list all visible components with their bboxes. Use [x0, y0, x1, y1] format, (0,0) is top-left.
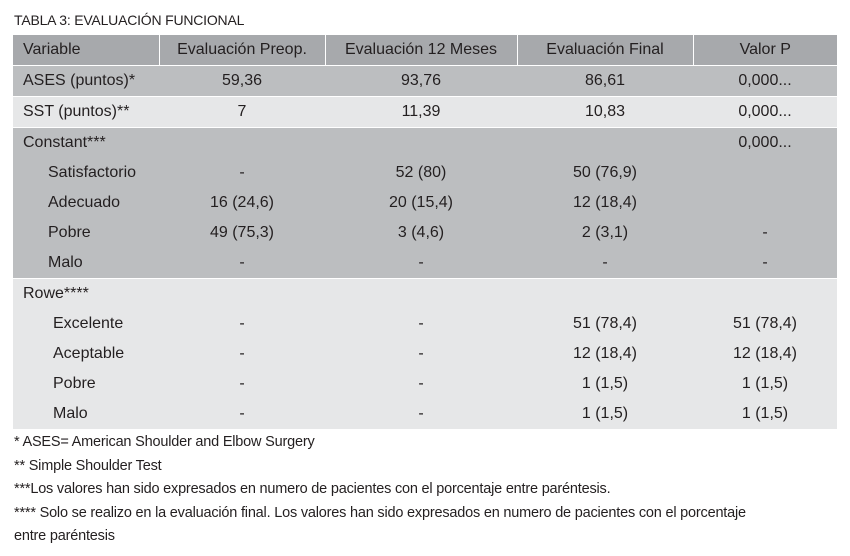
table-cell: 1 (1,5) [581, 375, 629, 392]
table-row [13, 279, 837, 310]
table-cell: - [239, 164, 245, 181]
footnote: ***Los valores han sido expresados en numero de pacientes con el porcentaje entre paréntesis. [14, 481, 611, 497]
table-cell: 93,76 [325, 66, 517, 97]
table-cell [693, 188, 837, 218]
row-label: SST (puntos)** [13, 97, 159, 128]
table-cell: 16 (24,6) [209, 194, 275, 211]
column-header: Evaluación Preop. [159, 35, 325, 66]
table-row [13, 369, 837, 399]
table-cell: 49 (75,3) [209, 224, 275, 241]
column-header: Evaluación 12 Meses [325, 35, 517, 66]
row-label: Excelente [53, 315, 124, 332]
table-footnotes [14, 431, 830, 549]
table-cell [517, 128, 693, 159]
table-row [13, 97, 837, 128]
table-cell: 86,61 [517, 66, 693, 97]
table-cell: 51 (78,4) [572, 315, 638, 332]
table-row [13, 339, 837, 369]
table-cell [517, 279, 693, 310]
table-cell: 3 (4,6) [397, 224, 445, 241]
footnote: * ASES= American Shoulder and Elbow Surgery [14, 434, 315, 450]
table-cell: 51 (78,4) [732, 315, 798, 332]
table-cell: - [239, 345, 245, 362]
footnote: entre paréntesis [14, 528, 115, 544]
table-cell: - [239, 405, 245, 422]
row-label: Malo [48, 254, 83, 271]
table-cell: 12 (18,4) [572, 345, 638, 362]
row-label: Pobre [48, 224, 91, 241]
table-cell: 0,000... [693, 66, 837, 97]
table-cell [325, 279, 517, 310]
table-cell: 1 (1,5) [581, 405, 629, 422]
table-cell: 1 (1,5) [741, 375, 789, 392]
table-cell: - [418, 254, 424, 271]
column-header: Variable [23, 41, 81, 58]
row-label: Pobre [53, 375, 96, 392]
table-cell [693, 279, 837, 310]
row-label: Adecuado [48, 194, 121, 211]
row-label: Constant*** [13, 128, 159, 159]
table-cell: 0,000... [693, 128, 837, 159]
table-cell: - [762, 224, 768, 241]
table-cell: - [762, 254, 768, 271]
footnote: ** Simple Shoulder Test [14, 457, 162, 474]
table-cell: 10,83 [517, 97, 693, 128]
table-cell: 2 (3,1) [581, 224, 629, 241]
table-cell: - [418, 405, 424, 422]
table-cell: 52 (80) [395, 164, 447, 181]
table-row [13, 218, 837, 248]
table-row [13, 188, 837, 218]
row-label: ASES (puntos)* [13, 66, 159, 97]
table-row [13, 309, 837, 339]
table-header-row [13, 35, 837, 66]
table-cell: 12 (18,4) [732, 345, 798, 362]
row-label: Malo [53, 405, 88, 422]
footnote: **** Solo se realizo en la evaluación final. Los valores han sido expresados en numero de pacientes con el porcentaje [14, 504, 746, 521]
table-cell: - [418, 375, 424, 392]
table-cell: 7 [159, 97, 325, 128]
table-cell: 59,36 [159, 66, 325, 97]
table-cell [325, 128, 517, 159]
table-cell: 11,39 [325, 97, 517, 128]
table-row [13, 128, 837, 159]
table-cell: 1 (1,5) [741, 405, 789, 422]
row-label: Aceptable [53, 345, 125, 362]
table-caption: TABLA 3: EVALUACIÓN FUNCIONAL [14, 12, 245, 28]
table-cell: - [418, 345, 424, 362]
table-cell: 20 (15,4) [388, 194, 454, 211]
functional-evaluation-table [13, 35, 837, 429]
table-cell [159, 279, 325, 310]
table-cell [693, 158, 837, 188]
table-cell: 12 (18,4) [572, 194, 638, 211]
row-label: Rowe**** [13, 279, 159, 310]
table-row [13, 66, 837, 97]
table-cell: - [602, 254, 608, 271]
column-header: Valor P [693, 35, 837, 66]
table-cell: 0,000... [693, 97, 837, 128]
row-label: Satisfactorio [48, 164, 137, 181]
table-cell: 50 (76,9) [572, 164, 638, 181]
table-cell: - [239, 254, 245, 271]
column-header: Evaluación Final [517, 35, 693, 66]
table-row [13, 158, 837, 188]
table-cell [159, 128, 325, 159]
table-cell: - [239, 375, 245, 392]
table-cell: - [239, 315, 245, 332]
table-cell: - [418, 315, 424, 332]
table-row [13, 248, 837, 279]
table-row [13, 399, 837, 429]
